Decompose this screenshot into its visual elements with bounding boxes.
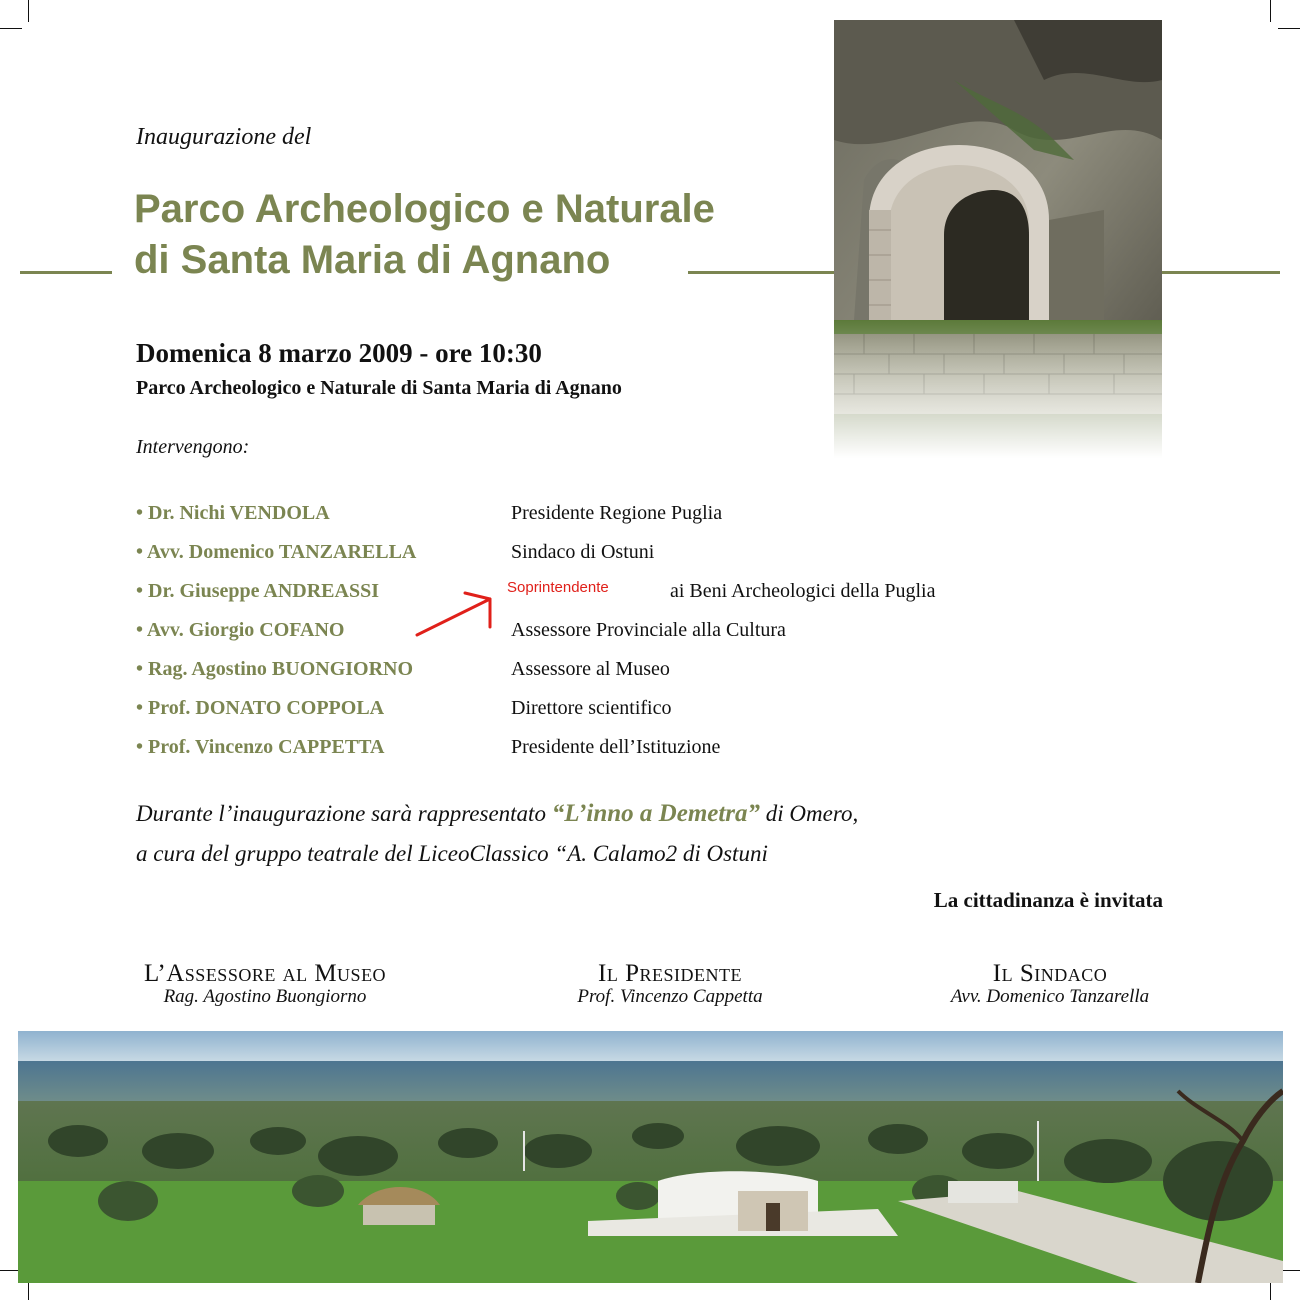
crop-mark (1270, 0, 1271, 22)
signature-title: Il Presidente (598, 960, 742, 987)
landscape-photo (18, 1031, 1283, 1283)
speaker-name: • Avv. Domenico TANZARELLA (136, 541, 417, 563)
signature-name: Prof. Vincenzo Cappetta (577, 986, 763, 1007)
crop-mark (0, 28, 22, 29)
title-rule-left (20, 271, 112, 274)
speaker-role: Assessore Provinciale alla Cultura (511, 619, 786, 641)
speaker-name: • Dr. Nichi VENDOLA (136, 502, 330, 524)
signature-title: L’Assessore al Museo (143, 960, 387, 987)
signature-block (900, 960, 1200, 1008)
speaker-role: Sindaco di Ostuni (511, 541, 655, 563)
performance-title: “L’inno a Demetra” (551, 800, 761, 827)
intro-text: Inaugurazione del (136, 124, 312, 150)
signature-name: Rag. Agostino Buongiorno (163, 986, 367, 1007)
title-line-2: di Santa Maria di Agnano (134, 238, 611, 282)
signature-title: Il Sindaco (992, 960, 1108, 987)
speaker-name: • Avv. Giorgio COFANO (136, 619, 345, 641)
speaker-name: • Rag. Agostino BUONGIORNO (136, 658, 414, 680)
speaker-role: Presidente dell’Istituzione (511, 736, 721, 758)
performance-line-2: a cura del gruppo teatrale del LiceoClassico “A. Calamo2 di Ostuni (136, 841, 768, 866)
speaker-name: • Prof. DONATO COPPOLA (136, 697, 385, 719)
cave-arch-photo (834, 20, 1162, 458)
annotation-note: Soprintendente (507, 579, 609, 596)
speakers-label: Intervengono: (136, 436, 250, 458)
crop-mark (1278, 28, 1300, 29)
title-rule-right (1162, 271, 1280, 274)
crop-mark (28, 0, 29, 22)
signature-name: Avv. Domenico Tanzarella (950, 986, 1150, 1007)
speaker-name: • Prof. Vincenzo CAPPETTA (136, 736, 385, 758)
page-title (134, 184, 715, 286)
performance-line-1 (136, 800, 858, 828)
performance-pre: Durante l’inaugurazione sarà rappresentato (136, 801, 546, 826)
invitation-text: La cittadinanza è invitata (933, 888, 1163, 912)
signature-block (110, 960, 420, 1008)
signature-block (520, 960, 820, 1008)
speaker-role: ai Beni Archeologici della Puglia (670, 580, 936, 602)
title-line-1: Parco Archeologico e Naturale (134, 187, 715, 231)
annotation-arrow-icon (410, 585, 500, 640)
event-venue: Parco Archeologico e Naturale di Santa Maria di Agnano (136, 377, 622, 399)
speaker-role: Direttore scientifico (511, 697, 672, 719)
event-date: Domenica 8 marzo 2009 - ore 10:30 (136, 338, 542, 368)
speaker-name: • Dr. Giuseppe ANDREASSI (136, 580, 379, 602)
speaker-role: Presidente Regione Puglia (511, 502, 723, 524)
speaker-role: Assessore al Museo (511, 658, 670, 680)
performance-post: di Omero, (765, 801, 859, 826)
